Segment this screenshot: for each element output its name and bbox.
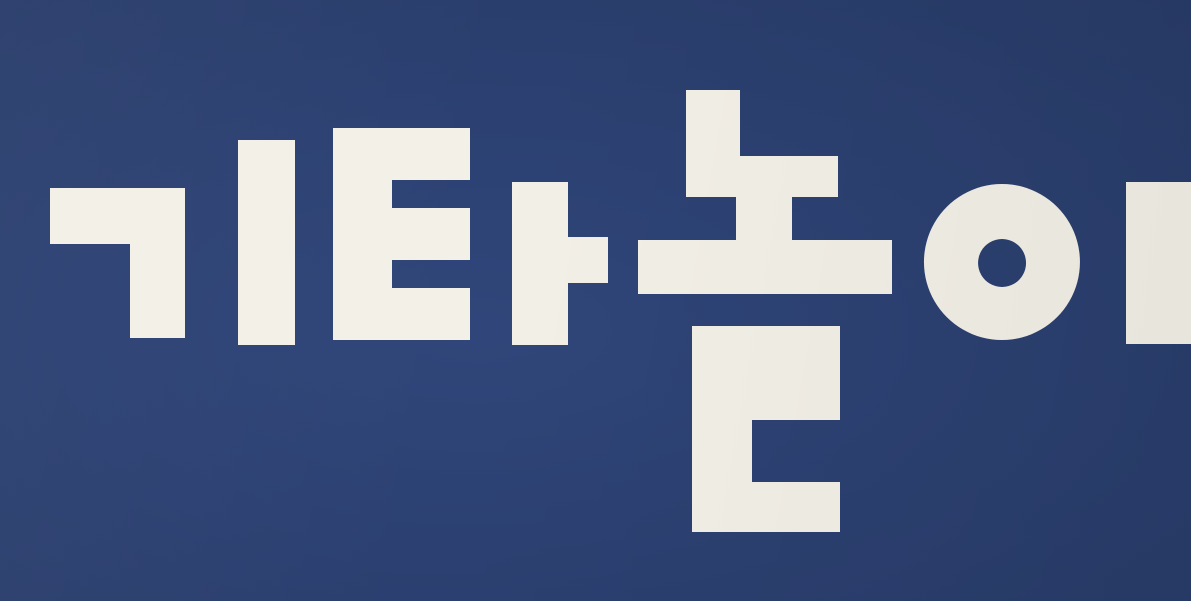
glyph-i	[924, 182, 1191, 344]
jamo-rieul	[692, 326, 840, 532]
jamo-o-vowel	[638, 197, 892, 294]
jamo-giyeok	[50, 188, 185, 338]
jamo-a-vowel	[512, 182, 608, 345]
glyph-ta	[333, 128, 608, 345]
jamo-i-vowel	[238, 140, 295, 345]
jamo-nieun	[686, 90, 838, 197]
jamo-ieung	[924, 184, 1080, 340]
glyph-gi	[50, 140, 295, 345]
jamo-tieut	[333, 128, 470, 340]
jamo-i-vowel	[1126, 182, 1191, 344]
glyph-nol	[638, 90, 892, 532]
